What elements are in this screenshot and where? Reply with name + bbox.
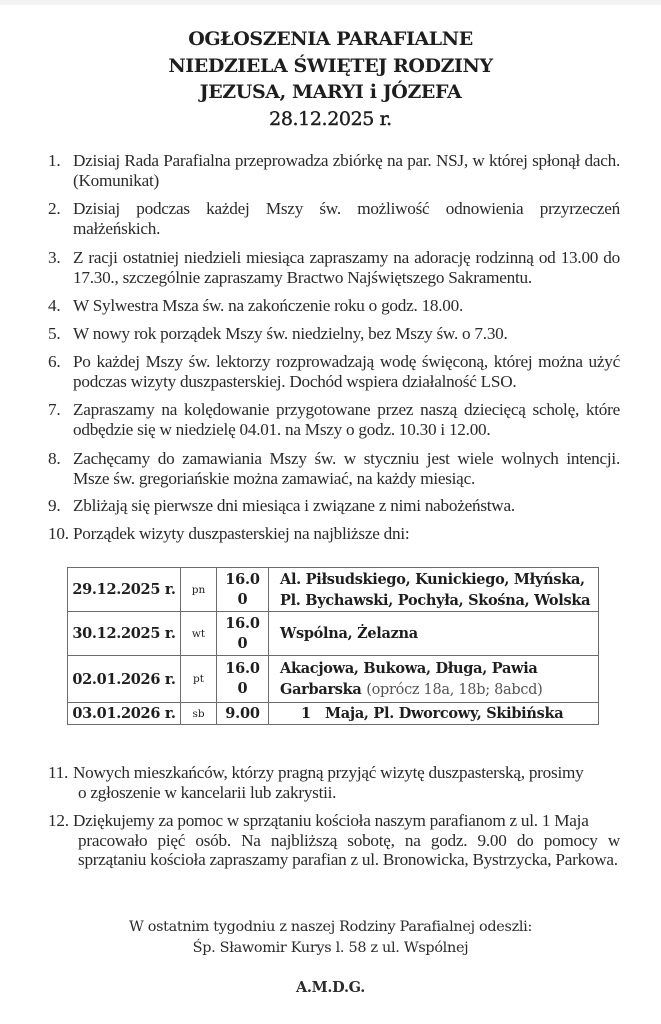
item-text-continuation: o zgłoszenie w kancelarii lub zakrystii. xyxy=(78,782,337,802)
obituary-name: Śp. Sławomir Kurys l. 58 z ul. Wspólnej xyxy=(192,940,469,956)
item-text: Z racji ostatniej niedzieli miesiąca zapraszamy na adorację rodzinną od 13.00 do 17.30., szczególnie zapraszamy Bractwo Najświętszego Sakramentu. xyxy=(73,248,620,287)
announcement-item xyxy=(48,296,620,316)
top-edge-band xyxy=(0,0,661,5)
item-number: 6. xyxy=(48,352,61,371)
announcement-item xyxy=(48,763,620,802)
item-text-continuation: pracowało pięć osób. Na najbliższą sobotę, na godz. 9.00 do pomocy w sprzątaniu kościoła zapraszamy parafian z ul. Bronowicka, Bystrzycka, Parkowa. xyxy=(78,830,620,869)
visit-weekday: sb xyxy=(181,703,217,725)
announcement-item xyxy=(48,449,620,488)
visit-time-cell xyxy=(217,568,269,612)
announcement-item xyxy=(48,248,620,287)
item-text: W nowy rok porządek Mszy św. niedzielny, bez Mszy św. o 7.30. xyxy=(73,324,508,343)
announcement-item xyxy=(48,199,620,238)
table-row xyxy=(68,656,599,703)
item-text-first-line: Nowych mieszkańców, którzy pragną przyjąć wizytę duszpasterską, prosimy xyxy=(73,763,584,782)
item-number: 9. xyxy=(48,496,61,515)
visit-time-cell xyxy=(217,656,269,703)
streets-text: 1 Maja, Pl. Dworcowy, Skibińska xyxy=(301,705,564,722)
announcement-item xyxy=(48,352,620,391)
visit-date: 03.01.2026 r. xyxy=(68,703,181,725)
pastoral-visit-schedule-table xyxy=(67,567,599,725)
item-number: 4. xyxy=(48,296,61,315)
item-text: Porządek wizyty duszpasterskiej na najbliższe dni: xyxy=(73,524,410,543)
announcement-item xyxy=(48,324,620,344)
visit-time: 16.00 xyxy=(225,660,260,697)
item-text: Zapraszamy na kolędowanie przygotowane przez naszą dziecięcą scholę, które odbędzie się w niedzielę 04.01. na Mszy o godz. 10.30 i 12.00. xyxy=(73,400,620,439)
item-number: 1. xyxy=(48,151,61,170)
item-number: 10. xyxy=(48,524,69,543)
table-row xyxy=(68,568,599,612)
title-line-1: OGŁOSZENIA PARAFIALNE xyxy=(188,28,473,50)
streets-exception-note: (oprócz 18a, 18b; 8abcd) xyxy=(366,681,543,698)
item-text: Zbliżają się pierwsze dni miesiąca i związane z nimi nabożeństwa. xyxy=(73,496,515,515)
visit-time: 16.00 xyxy=(225,614,260,652)
visit-date: 29.12.2025 r. xyxy=(68,568,181,612)
item-number: 2. xyxy=(48,199,61,218)
announcement-item xyxy=(48,524,620,544)
obituary-section xyxy=(0,917,661,959)
visit-streets xyxy=(269,703,599,725)
item-number: 12. xyxy=(48,811,69,830)
document-header xyxy=(0,26,661,132)
streets-text: Al. Piłsudskiego, Kunickiego, Młyńska, Pl. Bychawski, Pochyła, Skośna, Wolska xyxy=(280,570,591,609)
visit-date: 30.12.2025 r. xyxy=(68,612,181,656)
announcement-item xyxy=(48,811,620,870)
title-line-2: NIEDZIELA ŚWIĘTEJ RODZINY xyxy=(168,54,493,77)
item-text: Po każdej Mszy św. lektorzy rozprowadzają wodę święconą, której można użyć podczas wizyty duszpasterskiej. Dochód wspiera działalność LSO. xyxy=(73,352,620,391)
announcement-item xyxy=(48,151,620,190)
item-number: 7. xyxy=(48,400,61,419)
title-line-3: JEZUSA, MARYI i JÓZEFA xyxy=(199,81,462,103)
streets-text: Akacjowa, Bukowa, Długa, Pawia Garbarska xyxy=(280,659,538,698)
visit-streets xyxy=(269,568,599,612)
document-date: 28.12.2025 r. xyxy=(269,107,392,130)
item-text: Dzisiaj Rada Parafialna przeprowadza zbiórkę na par. NSJ, w której spłonął dach. (Komunikat) xyxy=(73,151,620,190)
announcement-item xyxy=(48,496,620,516)
visit-weekday: pt xyxy=(181,656,217,703)
item-text: Dzisiaj podczas każdej Mszy św. możliwość odnowienia przyrzeczeń małżeńskich. xyxy=(73,199,620,238)
item-number: 11. xyxy=(48,763,69,782)
visit-time-cell xyxy=(217,612,269,656)
announcement-item xyxy=(48,400,620,439)
visit-time: 16.00 xyxy=(225,570,260,608)
visit-date: 02.01.2026 r. xyxy=(68,656,181,703)
table-row xyxy=(68,612,599,656)
item-number: 3. xyxy=(48,248,61,267)
visit-weekday: wt xyxy=(181,612,217,656)
visit-time: 9.00 xyxy=(225,704,260,722)
obituary-intro: W ostatnim tygodniu z naszej Rodziny Parafialnej odeszli: xyxy=(128,919,533,935)
item-text-first-line: Dziękujemy za pomoc w sprzątaniu kościoła naszym parafianom z ul. 1 Maja xyxy=(73,811,589,830)
visit-time-cell xyxy=(217,703,269,725)
streets-text: Wspólna, Żelazna xyxy=(280,625,418,642)
item-number: 5. xyxy=(48,324,61,343)
item-number: 8. xyxy=(48,449,61,468)
closing-motto: A.M.D.G. xyxy=(295,979,366,996)
item-text: Zachęcamy do zamawiania Mszy św. w styczniu jest wiele wolnych intencji. Msze św. gregoriańskie można zamawiać, na każdy miesiąc. xyxy=(73,449,620,488)
table-row xyxy=(68,703,599,725)
item-text: W Sylwestra Msza św. na zakończenie roku o godz. 18.00. xyxy=(73,296,464,315)
visit-streets xyxy=(269,656,599,703)
visit-weekday: pn xyxy=(181,568,217,612)
visit-streets xyxy=(269,612,599,656)
